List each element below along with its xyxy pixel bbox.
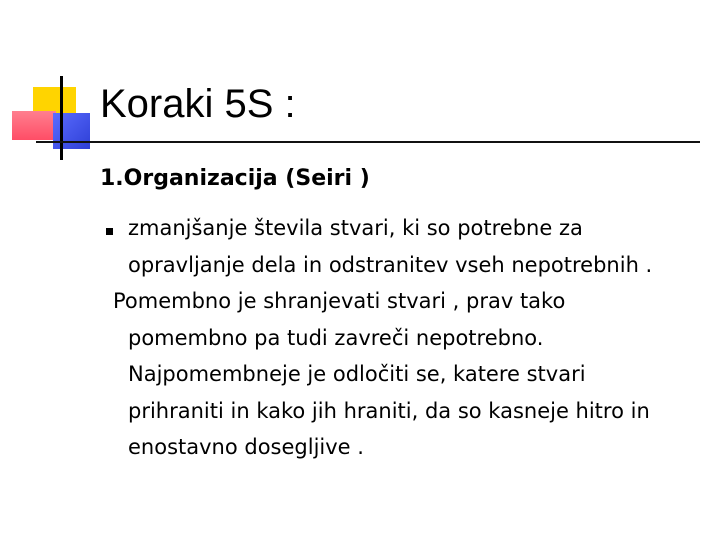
vertical-divider-line [60,76,63,160]
blue-square-shape [53,113,90,149]
title-underline [36,141,700,143]
continuation-text: Pomembno je shranjevati stvari , prav tako pomembno pa tudi zavreči nepotrebno. Najpomembneje je odločiti se, katere stvari prihraniti in kako jih hraniti, da so kasneje hitro in enostavno dosegljive . [113,289,650,459]
bullet-text: zmanjšanje števila stvari, ki so potrebne za opravljanje dela in odstranitev vseh nepotrebnih . [128,216,653,277]
slide-title: Koraki 5S : [100,82,296,126]
section-heading: 1.Organizacija (Seiri ) [100,166,370,191]
square-bullet-icon [106,228,113,235]
red-square-shape [12,111,56,140]
decorative-logo [0,0,110,170]
bullet-content [113,210,688,466]
